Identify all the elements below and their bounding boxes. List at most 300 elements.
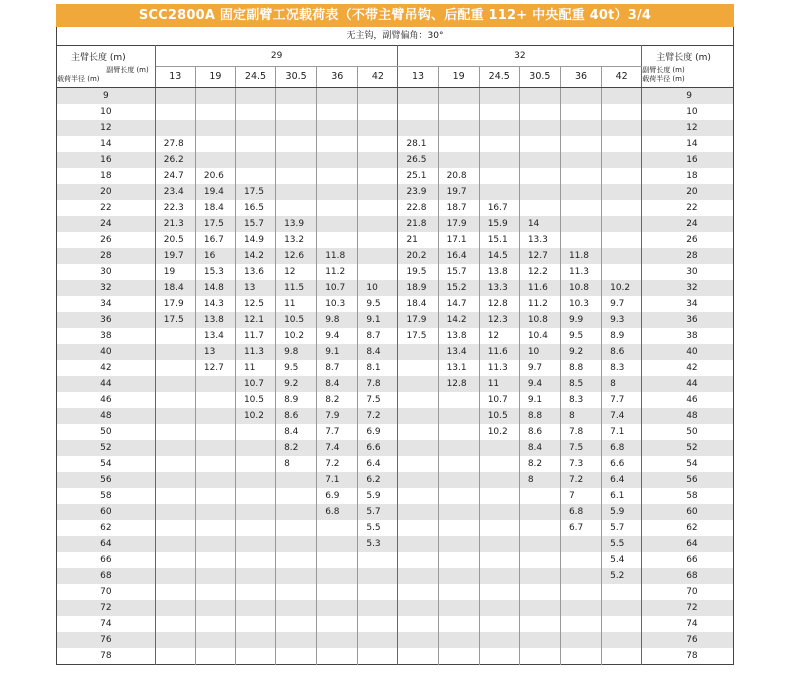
load-value-cell (155, 520, 195, 536)
load-value-cell (479, 440, 519, 456)
load-value-cell: 17.9 (438, 216, 479, 232)
load-value-cell: 5.9 (602, 504, 642, 520)
load-value-cell (560, 632, 601, 648)
load-value-cell: 21.3 (155, 216, 195, 232)
load-value-cell: 8.1 (358, 360, 398, 376)
load-value-cell (317, 600, 358, 616)
load-value-cell (398, 504, 438, 520)
load-value-cell: 6.6 (358, 440, 398, 456)
load-value-cell: 10.2 (479, 424, 519, 440)
load-value-cell: 6.2 (358, 472, 398, 488)
jib-length-header: 30.5 (276, 67, 317, 88)
radius-label-right: 载荷半径 (m) (642, 74, 685, 83)
load-value-cell (155, 600, 195, 616)
load-value-cell (438, 648, 479, 665)
load-value-cell (519, 648, 560, 665)
load-value-cell: 9.8 (276, 344, 317, 360)
radius-cell-right: 44 (642, 376, 734, 392)
load-value-cell: 11.2 (519, 296, 560, 312)
load-value-cell (358, 88, 398, 105)
load-value-cell: 17.5 (235, 184, 275, 200)
load-value-cell: 11.3 (479, 360, 519, 376)
load-value-cell: 8 (519, 472, 560, 488)
jib-length-header: 24.5 (235, 67, 275, 88)
load-value-cell (519, 104, 560, 120)
load-value-cell (398, 376, 438, 392)
load-value-cell (155, 488, 195, 504)
load-value-cell: 9.1 (358, 312, 398, 328)
load-value-cell: 17.9 (155, 296, 195, 312)
load-value-cell (235, 568, 275, 584)
load-value-cell (602, 248, 642, 264)
radius-cell-right: 12 (642, 120, 734, 136)
load-value-cell: 6.7 (560, 520, 601, 536)
load-value-cell (398, 648, 438, 665)
load-value-cell: 12.8 (438, 376, 479, 392)
load-value-cell (276, 520, 317, 536)
load-value-cell (235, 168, 275, 184)
radius-cell: 44 (57, 376, 156, 392)
load-value-cell (438, 632, 479, 648)
table-row (57, 264, 734, 280)
load-value-cell: 7.1 (317, 472, 358, 488)
radius-cell: 60 (57, 504, 156, 520)
load-value-cell: 9.4 (519, 376, 560, 392)
table-row (57, 152, 734, 168)
load-value-cell (602, 216, 642, 232)
load-value-cell (398, 440, 438, 456)
radius-cell-right: 42 (642, 360, 734, 376)
load-value-cell: 6.9 (358, 424, 398, 440)
condition-text: 无主钩，副臂偏角：30° (57, 27, 734, 46)
load-value-cell: 20.6 (195, 168, 235, 184)
load-value-cell (398, 488, 438, 504)
load-value-cell (602, 200, 642, 216)
load-value-cell (155, 584, 195, 600)
load-value-cell (602, 648, 642, 665)
load-value-cell: 7.9 (317, 408, 358, 424)
load-value-cell: 6.8 (602, 440, 642, 456)
load-value-cell: 5.2 (602, 568, 642, 584)
jib-length-header: 30.5 (519, 67, 560, 88)
group-header-29: 29 (155, 46, 398, 67)
load-value-cell (602, 616, 642, 632)
load-value-cell: 17.5 (195, 216, 235, 232)
table-row (57, 184, 734, 200)
load-value-cell: 9.5 (560, 328, 601, 344)
load-value-cell: 22.8 (398, 200, 438, 216)
table-row (57, 600, 734, 616)
load-value-cell (438, 584, 479, 600)
load-value-cell (398, 456, 438, 472)
load-value-cell (560, 168, 601, 184)
load-value-cell: 13.8 (195, 312, 235, 328)
radius-cell-right: 34 (642, 296, 734, 312)
load-value-cell: 15.7 (438, 264, 479, 280)
load-value-cell: 5.3 (358, 536, 398, 552)
load-value-cell (155, 120, 195, 136)
load-value-cell: 10 (519, 344, 560, 360)
load-value-cell (438, 408, 479, 424)
load-value-cell: 14.3 (195, 296, 235, 312)
jib-length-header: 13 (155, 67, 195, 88)
load-value-cell (155, 104, 195, 120)
radius-cell-right: 62 (642, 520, 734, 536)
load-value-cell (438, 600, 479, 616)
load-value-cell: 6.9 (317, 488, 358, 504)
load-value-cell: 14.7 (438, 296, 479, 312)
load-value-cell: 7.4 (317, 440, 358, 456)
load-value-cell: 14.8 (195, 280, 235, 296)
jib-length-header: 19 (438, 67, 479, 88)
load-value-cell (398, 104, 438, 120)
load-value-cell (438, 520, 479, 536)
load-value-cell (398, 120, 438, 136)
load-value-cell: 13 (235, 280, 275, 296)
load-value-cell (155, 552, 195, 568)
load-value-cell (317, 632, 358, 648)
load-value-cell (276, 472, 317, 488)
load-value-cell (602, 120, 642, 136)
load-value-cell: 8.8 (560, 360, 601, 376)
radius-cell-right: 76 (642, 632, 734, 648)
load-value-cell: 10.2 (235, 408, 275, 424)
load-value-cell: 23.4 (155, 184, 195, 200)
load-value-cell (317, 120, 358, 136)
load-value-cell (235, 104, 275, 120)
radius-cell: 76 (57, 632, 156, 648)
load-value-cell (438, 488, 479, 504)
load-value-cell: 6.4 (358, 456, 398, 472)
load-value-cell (560, 232, 601, 248)
load-value-cell (519, 520, 560, 536)
load-value-cell (276, 152, 317, 168)
load-value-cell (235, 88, 275, 105)
load-value-cell (560, 648, 601, 665)
load-value-cell (317, 184, 358, 200)
load-value-cell: 8.3 (560, 392, 601, 408)
radius-cell-right: 22 (642, 200, 734, 216)
load-value-cell (519, 536, 560, 552)
load-value-cell: 11.5 (276, 280, 317, 296)
load-value-cell: 14.9 (235, 232, 275, 248)
load-value-cell (195, 88, 235, 105)
load-value-cell (358, 648, 398, 665)
load-value-cell: 17.9 (398, 312, 438, 328)
load-value-cell: 10.5 (479, 408, 519, 424)
load-value-cell: 19.7 (155, 248, 195, 264)
load-value-cell: 6.8 (560, 504, 601, 520)
load-value-cell: 10.7 (317, 280, 358, 296)
radius-cell: 12 (57, 120, 156, 136)
load-value-cell (195, 152, 235, 168)
load-value-cell (195, 376, 235, 392)
load-value-cell (560, 568, 601, 584)
load-value-cell: 14.2 (235, 248, 275, 264)
load-value-cell (479, 120, 519, 136)
load-value-cell (602, 136, 642, 152)
load-value-cell (519, 152, 560, 168)
load-value-cell: 13.4 (195, 328, 235, 344)
load-value-cell (602, 168, 642, 184)
load-value-cell: 19.7 (438, 184, 479, 200)
radius-cell: 9 (57, 88, 156, 105)
load-value-cell: 8.5 (560, 376, 601, 392)
load-value-cell: 7.3 (560, 456, 601, 472)
load-value-cell: 23.9 (398, 184, 438, 200)
load-value-cell (560, 120, 601, 136)
load-value-cell (317, 88, 358, 105)
load-value-cell (560, 136, 601, 152)
load-value-cell (479, 152, 519, 168)
load-value-cell: 16.4 (438, 248, 479, 264)
radius-cell: 34 (57, 296, 156, 312)
radius-cell: 42 (57, 360, 156, 376)
jib-length-header: 42 (358, 67, 398, 88)
load-value-cell (602, 104, 642, 120)
radius-cell: 20 (57, 184, 156, 200)
load-value-cell: 28.1 (398, 136, 438, 152)
radius-cell: 78 (57, 648, 156, 665)
radius-cell-right: 16 (642, 152, 734, 168)
load-value-cell: 12 (479, 328, 519, 344)
radius-cell: 58 (57, 488, 156, 504)
load-value-cell (155, 616, 195, 632)
load-value-cell: 8.2 (276, 440, 317, 456)
load-value-cell (479, 568, 519, 584)
radius-cell-right: 28 (642, 248, 734, 264)
radius-cell-right: 38 (642, 328, 734, 344)
load-value-cell (235, 520, 275, 536)
load-value-cell (317, 168, 358, 184)
page-title: SCC2800A 固定副臂工况载荷表（不带主臂吊钩、后配重 112+ 中央配重 40t）3/4 (56, 4, 734, 27)
table-row (57, 232, 734, 248)
load-value-cell: 5.5 (602, 536, 642, 552)
radius-cell: 30 (57, 264, 156, 280)
load-value-cell (155, 376, 195, 392)
load-value-cell (276, 632, 317, 648)
load-value-cell: 21 (398, 232, 438, 248)
load-value-cell: 13.8 (438, 328, 479, 344)
load-value-cell: 21.8 (398, 216, 438, 232)
load-value-cell (438, 568, 479, 584)
radius-cell: 68 (57, 568, 156, 584)
load-value-cell (479, 184, 519, 200)
table-row (57, 488, 734, 504)
radius-cell-right: 9 (642, 88, 734, 105)
load-value-cell (560, 216, 601, 232)
load-value-cell (195, 488, 235, 504)
load-value-cell: 7.8 (560, 424, 601, 440)
load-value-cell (479, 600, 519, 616)
load-value-cell (317, 616, 358, 632)
load-value-cell (479, 504, 519, 520)
load-value-cell (195, 504, 235, 520)
load-value-cell: 11.7 (235, 328, 275, 344)
load-value-cell (479, 584, 519, 600)
load-value-cell: 9.2 (560, 344, 601, 360)
load-value-cell: 17.5 (155, 312, 195, 328)
main-boom-label: 主臂长度 (m) (71, 52, 126, 63)
table-row (57, 248, 734, 264)
load-value-cell (276, 488, 317, 504)
load-value-cell (195, 104, 235, 120)
load-value-cell (479, 168, 519, 184)
load-table (56, 27, 734, 665)
load-value-cell (602, 152, 642, 168)
load-value-cell (358, 104, 398, 120)
load-value-cell (235, 552, 275, 568)
load-value-cell: 6.1 (602, 488, 642, 504)
load-value-cell (276, 536, 317, 552)
load-value-cell: 5.7 (358, 504, 398, 520)
load-value-cell (519, 88, 560, 105)
load-value-cell (195, 648, 235, 665)
load-value-cell (317, 216, 358, 232)
load-value-cell (235, 616, 275, 632)
load-value-cell (276, 584, 317, 600)
table-row (57, 408, 734, 424)
load-value-cell (235, 152, 275, 168)
load-value-cell (155, 440, 195, 456)
load-value-cell: 13.8 (479, 264, 519, 280)
table-row (57, 168, 734, 184)
load-value-cell (560, 552, 601, 568)
radius-cell-right: 78 (642, 648, 734, 665)
radius-cell-right: 24 (642, 216, 734, 232)
load-value-cell (155, 424, 195, 440)
load-value-cell (317, 200, 358, 216)
load-value-cell (235, 120, 275, 136)
load-value-cell: 13.1 (438, 360, 479, 376)
load-value-cell (438, 552, 479, 568)
load-value-cell: 12.6 (276, 248, 317, 264)
load-value-cell: 20.8 (438, 168, 479, 184)
load-value-cell: 8 (602, 376, 642, 392)
load-value-cell (358, 600, 398, 616)
load-value-cell (195, 568, 235, 584)
load-value-cell (519, 168, 560, 184)
load-value-cell (519, 568, 560, 584)
load-value-cell (235, 136, 275, 152)
load-value-cell: 7.2 (560, 472, 601, 488)
load-value-cell: 16 (195, 248, 235, 264)
load-value-cell (398, 392, 438, 408)
load-value-cell (358, 552, 398, 568)
load-chart-document (56, 4, 734, 665)
load-value-cell: 10.2 (276, 328, 317, 344)
load-value-cell (479, 456, 519, 472)
jib-length-header: 36 (560, 67, 601, 88)
load-value-cell (602, 232, 642, 248)
load-value-cell: 19.5 (398, 264, 438, 280)
load-value-cell (560, 104, 601, 120)
load-value-cell: 13 (195, 344, 235, 360)
load-value-cell: 8.3 (602, 360, 642, 376)
radius-cell: 64 (57, 536, 156, 552)
radius-cell-right: 74 (642, 616, 734, 632)
load-value-cell (438, 136, 479, 152)
load-value-cell (155, 360, 195, 376)
table-row (57, 456, 734, 472)
load-value-cell (398, 360, 438, 376)
load-value-cell: 13.6 (235, 264, 275, 280)
radius-cell: 38 (57, 328, 156, 344)
radius-cell-right: 30 (642, 264, 734, 280)
load-value-cell: 8.8 (519, 408, 560, 424)
load-value-cell: 18.4 (398, 296, 438, 312)
load-value-cell (358, 216, 398, 232)
load-value-cell (438, 104, 479, 120)
radius-cell-right: 36 (642, 312, 734, 328)
load-value-cell: 19.4 (195, 184, 235, 200)
load-value-cell (235, 472, 275, 488)
load-value-cell: 12.2 (519, 264, 560, 280)
load-value-cell (398, 520, 438, 536)
load-value-cell: 9.1 (519, 392, 560, 408)
table-row (57, 200, 734, 216)
load-value-cell (398, 536, 438, 552)
load-value-cell (358, 200, 398, 216)
load-value-cell (398, 88, 438, 105)
load-value-cell (317, 136, 358, 152)
load-value-cell: 10.8 (560, 280, 601, 296)
load-value-cell (276, 184, 317, 200)
load-value-cell: 16.7 (479, 200, 519, 216)
load-value-cell (276, 104, 317, 120)
load-value-cell: 7.1 (602, 424, 642, 440)
radius-cell-right: 40 (642, 344, 734, 360)
load-value-cell (398, 600, 438, 616)
load-value-cell (317, 648, 358, 665)
load-value-cell (195, 120, 235, 136)
table-row (57, 424, 734, 440)
radius-cell-right: 70 (642, 584, 734, 600)
radius-cell: 50 (57, 424, 156, 440)
radius-cell: 54 (57, 456, 156, 472)
table-row (57, 328, 734, 344)
radius-cell-right: 72 (642, 600, 734, 616)
table-row (57, 376, 734, 392)
load-value-cell: 8.4 (519, 440, 560, 456)
load-value-cell (235, 456, 275, 472)
load-value-cell (235, 488, 275, 504)
load-value-cell (276, 200, 317, 216)
table-row (57, 216, 734, 232)
load-value-cell (235, 632, 275, 648)
load-value-cell: 15.1 (479, 232, 519, 248)
table-row (57, 568, 734, 584)
load-value-cell: 11.3 (560, 264, 601, 280)
load-value-cell: 27.8 (155, 136, 195, 152)
radius-cell: 36 (57, 312, 156, 328)
load-value-cell (438, 504, 479, 520)
load-value-cell (398, 568, 438, 584)
load-value-cell: 9.4 (317, 328, 358, 344)
load-value-cell: 9.5 (358, 296, 398, 312)
load-value-cell (438, 472, 479, 488)
load-value-cell (155, 392, 195, 408)
load-value-cell (235, 600, 275, 616)
load-value-cell: 12 (276, 264, 317, 280)
group-header-32: 32 (398, 46, 642, 67)
load-value-cell (519, 632, 560, 648)
table-row (57, 360, 734, 376)
load-value-cell: 15.9 (479, 216, 519, 232)
table-row (57, 536, 734, 552)
load-value-cell (195, 520, 235, 536)
load-value-cell (479, 472, 519, 488)
